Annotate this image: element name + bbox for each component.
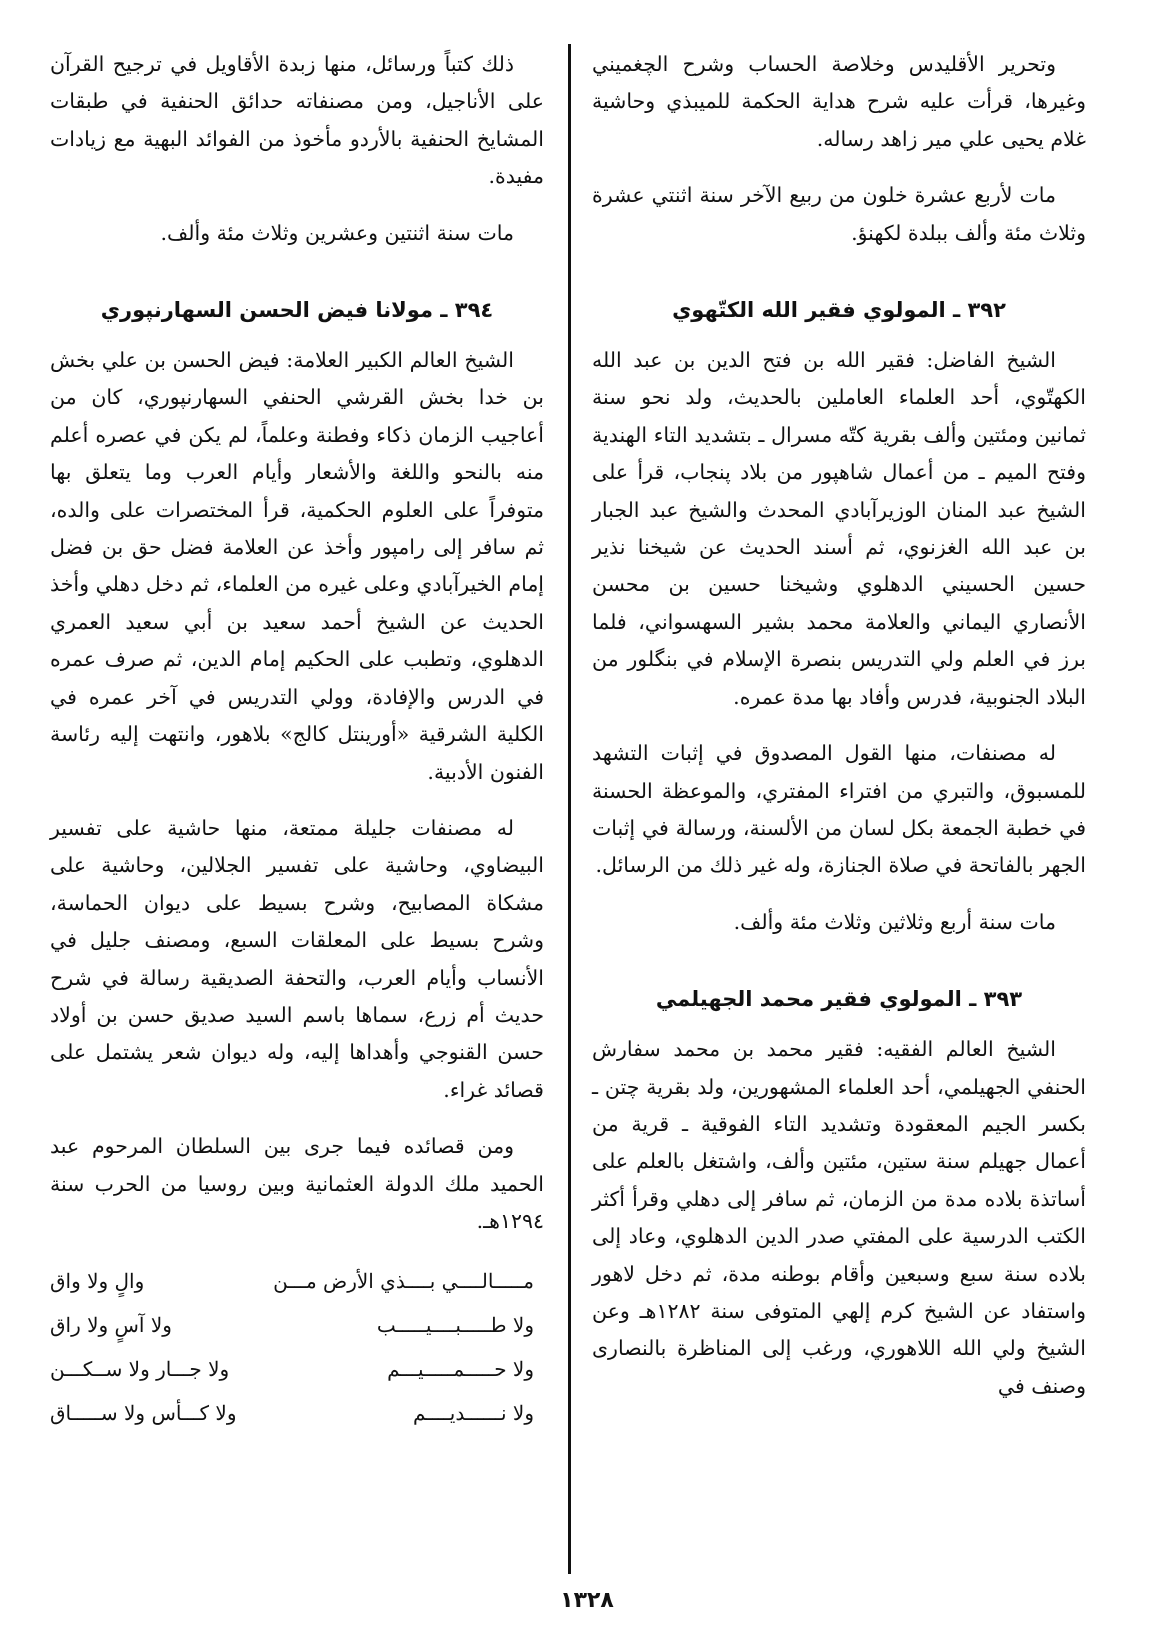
paragraph: الشيخ العالم الكبير العلامة: فيض الحسن بن علي بخش بن خدا بخش القرشي الحنفي السهارنپوري، كان من أعاجيب الزمان ذكاء وفطنة وعلماً، لم يكن في عصره أعلم منه بالنحو واللغة والأشعار وأيام العرب وما يتعلق بها متوفراً على العلوم الحكمية، قرأ المختصرات على والده، ثم سافر إلى رامپور وأخذ عن العلامة فضل حق بن فضل إمام الخيرآبادي وعلى غيره من العلماء، ثم دخل دهلي وأخذ الحديث عن الشيخ أحمد سعيد بن أبي سعيد العمري الدهلوي، وتطبب على الحكيم إمام الدين، ثم صرف عمره في الدرس والإفادة، وولي التدريس في آخر عمره في الكلية الشرقية «أورينتل كالج» بلاهور، وانتهت إليه رئاسة الفنون الأدبية. — [50, 348, 544, 784]
paragraph: له مصنفات، منها القول المصدوق في إثبات التشهد للمسبوق، والتبري من افتراء المفتري، والموعظة الحسنة في خطبة الجمعة بكل لسان من الألسنة، ورسالة في إثبات الجهر بالفاتحة في صلاة الجنازة، وله غير ذلك من الرسائل. — [592, 741, 1086, 878]
verse-line — [50, 1347, 544, 1391]
paragraph: مات لأربع عشرة خلون من ربيع الآخر سنة اثنتي عشرة وثلاث مئة وألف ببلدة لكهنؤ. — [592, 183, 1086, 245]
verse-line — [50, 1259, 544, 1303]
hemistich-second: ولا كـــأس ولا ســـــاق — [50, 1401, 237, 1426]
hemistich-second: ولا آسٍ ولا راق — [50, 1313, 172, 1338]
paragraph: الشيخ الفاضل: فقير الله بن فتح الدين بن عبد الله الكهتّوي، أحد العلماء العاملين بالحديث، ولد نحو سنة ثمانين ومئتين وألف بقرية كتّه مسرال ـ بتشديد التاء الهندية وفتح الميم ـ من أعمال شاهپور من بلاد پنجاب، قرأ على الشيخ عبد المنان الوزيرآبادي المحدث والشيخ عبد الجبار بن عبد الله الغزنوي، ثم أسند الحديث عن شيخنا نذير حسين الحسيني الدهلوي وشيخنا حسين بن محسن الأنصاري اليماني والعلامة محمد بشير السهسواني، فلما برز في العلم ولي التدريس بنصرة الإسلام في بنگلور من البلاد الجنوبية، فدرس وأفاد بها مدة عمره. — [592, 348, 1086, 709]
entry-heading-392: ٣٩٢ ـ المولوي فقير الله الكتّهوي — [672, 298, 1006, 323]
column-divider — [568, 44, 571, 1574]
right-column — [592, 46, 1086, 1424]
entry-heading-394: ٣٩٤ ـ مولانا فيض الحسن السهارنپوري — [100, 298, 494, 323]
hemistich-second: ولا جـــار ولا ســكـــن — [50, 1357, 230, 1382]
poem — [50, 1259, 544, 1435]
hemistich-second: والٍ ولا واق — [50, 1269, 145, 1294]
hemistich-first: ولا طـــــبــــيـــــب — [376, 1313, 534, 1338]
paragraph: ذلك كتباً ورسائل، منها زبدة الأقاويل في ترجيح القرآن على الأناجيل، ومن مصنفاته حدائق الحنفية في طبقات المشايخ الحنفية بالأردو مأخوذ من الفوائد البهية مع زيادات مفيدة. — [50, 52, 544, 189]
paragraph: ومن قصائده فيما جرى بين السلطان المرحوم عبد الحميد ملك الدولة العثمانية وبين روسيا من الحرب سنة ١٢٩٤هـ. — [50, 1134, 544, 1233]
hemistich-first: ولا حـــــمـــــيـــم — [387, 1357, 534, 1382]
paragraph: مات سنة اثنتين وعشرين وثلاث مئة وألف. — [160, 220, 514, 245]
hemistich-first: ولا نــــــديــــم — [413, 1401, 534, 1426]
entry-heading-393: ٣٩٣ ـ المولوي فقير محمد الجهيلمي — [655, 987, 1023, 1012]
paragraph: مات سنة أربع وثلاثين وثلاث مئة وألف. — [733, 909, 1056, 934]
verse-line — [50, 1303, 544, 1347]
hemistich-first: مـــــالــــي بــــذي الأرض مـــن — [273, 1269, 534, 1294]
page-number: ١٣٢٨ — [560, 1588, 614, 1613]
paragraph: وتحرير الأقليدس وخلاصة الحساب وشرح الچغميني وغيرها، قرأت عليه شرح هداية الحكمة للميبذي وحاشية غلام يحيى علي مير زاهد رساله. — [592, 52, 1086, 151]
left-column — [50, 46, 544, 1435]
verse-line — [50, 1391, 544, 1435]
paragraph: له مصنفات جليلة ممتعة، منها حاشية على تفسير البيضاوي، وحاشية على تفسير الجلالين، وحاشية على مشكاة المصابيح، وشرح بسيط على ديوان الحماسة، وشرح بسيط على المعلقات السبع، ومصنف جليل في الأنساب وأيام العرب، والتحفة الصديقية رسالة في شرح حديث أم زرع، سماها باسم السيد صديق حسن بن أولاد حسن القنوجي وأهداها إليه، وله ديوان شعر يشتمل على قصائد غراء. — [50, 815, 544, 1102]
paragraph: الشيخ العالم الفقيه: فقير محمد بن محمد سفارش الحنفي الجهيلمي، أحد العلماء المشهورين، ولد بقرية چتن ـ بكسر الجيم المعقودة وتشديد التاء الفوقية ـ قرية من أعمال جهيلم سنة ستين، مئتين وألف، واشتغل بالعلم على أساتذة بلاده مدة من الزمان، ثم سافر إلى دهلي وقرأ أكثر الكتب الدرسية على المفتي صدر الدين الدهلوي، وعاد إلى بلاده سنة سبع وسبعين وأقام بوطنه مدة، ثم دخل لاهور واستفاد عن الشيخ كرم إلهي المتوفى سنة ١٢٨٢هـ وعن الشيخ ولي الله اللاهوري، ورغب إلى المناظرة بالنصارى وصنف في — [592, 1037, 1086, 1398]
